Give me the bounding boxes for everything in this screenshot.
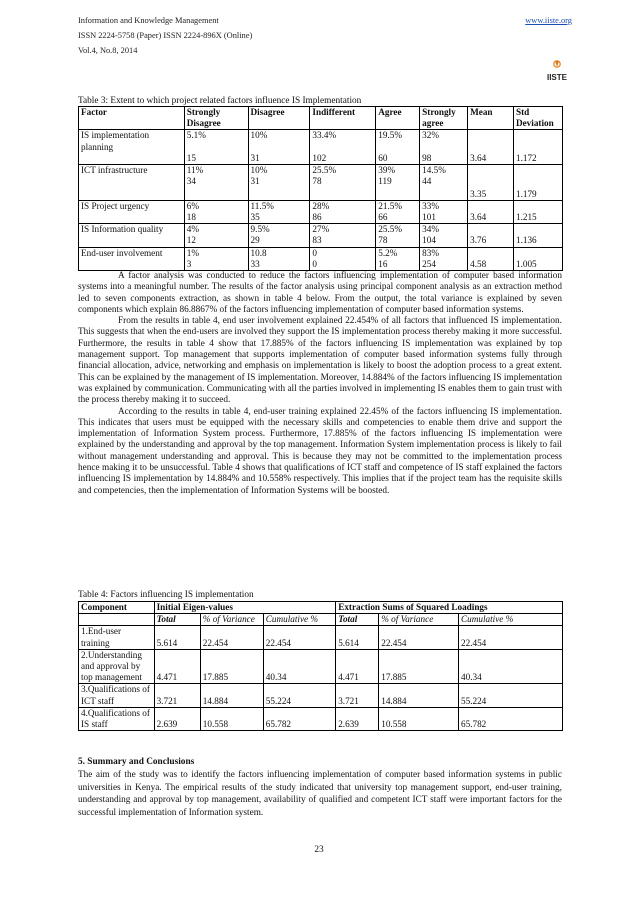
paragraph: The aim of the study was to identify the factors influencing implementation of computer based information systems in public universities in Kenya. The empirical results of the study indicated that university top management support, end-user training, understanding and approval by top management, availability of qualified and competent ICT staff were important factors for the successful implementation of Information system. <box>78 770 562 818</box>
table3-cell <box>310 164 376 200</box>
table4-value-cell: 5.614 <box>154 626 200 649</box>
table3-cell <box>420 224 468 247</box>
table4-subheader: Cumulative % <box>459 614 563 626</box>
table3-cell <box>248 200 310 223</box>
table3-factor-cell: IS Project urgency <box>79 200 185 223</box>
count-value: 33 <box>250 258 260 269</box>
count-value: 12 <box>186 235 196 246</box>
table4-value-cell: 10.558 <box>379 707 459 730</box>
table3-cell <box>376 247 420 270</box>
percent-value: 11.5% <box>250 200 274 211</box>
table4-value-cell: 40.34 <box>459 649 563 684</box>
percent-value: 9.5% <box>250 224 270 235</box>
table3-std-cell: 1.172 <box>513 130 562 164</box>
table4-row <box>79 649 563 684</box>
table3-caption: Table 3: Extent to which project related factors influence IS Implementation <box>78 96 362 106</box>
table3-header: Disagree <box>248 107 310 130</box>
table4-subheader: % of Variance <box>379 614 459 626</box>
table3-cell <box>248 247 310 270</box>
table4-value-cell: 55.224 <box>459 684 563 707</box>
count-value: 31 <box>250 152 260 163</box>
percent-value: 83% <box>422 247 439 258</box>
table4-subheader: % of Variance <box>200 614 263 626</box>
table4-subheader: Total <box>336 614 379 626</box>
percent-value: 39% <box>378 164 396 175</box>
table3-header: Strongly agree <box>420 107 468 130</box>
table4-value-cell: 55.224 <box>263 684 335 707</box>
table3-factor-cell: IS Information quality <box>79 224 185 247</box>
percent-value: 5.1% <box>186 130 206 141</box>
percent-value: 11% <box>186 164 204 175</box>
table3-cell <box>184 130 248 164</box>
percent-value: 10% <box>250 164 268 175</box>
table4-value-cell: 65.782 <box>263 707 335 730</box>
table3-header: Indifferent <box>310 107 376 130</box>
table3-std-cell: 1.179 <box>513 164 562 200</box>
percent-value: 21.5% <box>378 200 402 211</box>
table3-std-cell: 1.136 <box>513 224 562 247</box>
table3-header: Factor <box>79 107 185 130</box>
table4-header-row <box>79 602 563 614</box>
count-value: 102 <box>312 152 327 163</box>
percent-value: 1% <box>186 247 199 258</box>
table3-header: Agree <box>376 107 420 130</box>
count-value: 35 <box>250 212 260 223</box>
percent-value: 33% <box>422 200 439 211</box>
table4-value-cell: 14.884 <box>200 684 263 707</box>
table3-cell <box>310 224 376 247</box>
table3-std-cell: 1.215 <box>513 200 562 223</box>
paragraph: From the results in table 4, end user involvement explained 22.454% of all factors that influenced IS implementation. This suggests that when the end-users are involved they support the IS implementation process thereby making it more successful. Furthermore, the results in table 4 show that 17.885% of the factors influencing IS implementation was explained by top management support. Top management that supports implementation of computer based information systems fully through financial allocation, advice, networking and emphasis on implementation is likely to boost the adoption process to a great extent. This can be explained by the management of IS implementation. Moreover, 14.884% of the factors influencing IS implementation was explained by communication. Communicating with all the parties involved in implementing IS enables them to gain trust with the process thereby making it to succeed. <box>78 316 562 406</box>
table4-component-cell: 2.Understanding and approval by top management <box>79 649 155 684</box>
count-value: 44 <box>422 176 432 187</box>
table4-value-cell: 65.782 <box>459 707 563 730</box>
count-value: 16 <box>378 258 388 269</box>
percent-value: 6% <box>186 200 199 211</box>
body-text <box>78 271 562 497</box>
table4-value-cell: 3.721 <box>154 684 200 707</box>
percent-value: 33.4% <box>312 130 337 141</box>
table4-value-cell: 17.885 <box>200 649 263 684</box>
table3-cell <box>310 130 376 164</box>
percent-value: 14.5% <box>422 164 446 175</box>
table4-caption: Table 4: Factors influencing IS implementation <box>78 590 254 600</box>
table4-component-cell: 4.Qualifications of IS staff <box>79 707 155 730</box>
table3-cell <box>420 247 468 270</box>
table4-row <box>79 684 563 707</box>
count-value: 101 <box>422 212 436 223</box>
percent-value: 5.2% <box>378 247 398 258</box>
table3-mean-cell: 3.64 <box>468 200 514 223</box>
count-value: 78 <box>378 235 388 246</box>
volume-line: Vol.4, No.8, 2014 <box>78 46 138 55</box>
table3-cell <box>184 200 248 223</box>
table3-mean-cell: 3.76 <box>468 224 514 247</box>
table4-value-cell: 4.471 <box>154 649 200 684</box>
table3-cell <box>420 164 468 200</box>
percent-value: 25.5% <box>312 164 337 175</box>
percent-value: 32% <box>422 130 439 141</box>
table4-value-cell: 22.454 <box>200 626 263 649</box>
table3-cell <box>420 200 468 223</box>
table3-cell <box>376 224 420 247</box>
table4-value-cell: 22.454 <box>459 626 563 649</box>
journal-title: Information and Knowledge Management <box>78 16 219 25</box>
count-value: 34 <box>186 176 196 187</box>
journal-url-link[interactable]: www.iiste.org <box>525 16 572 25</box>
count-value: 31 <box>250 176 260 187</box>
table3-header: Strongly Disagree <box>184 107 248 130</box>
count-value: 104 <box>422 235 436 246</box>
table4-value-cell: 22.454 <box>379 626 459 649</box>
table3 <box>78 106 563 271</box>
percent-value: 27% <box>312 224 330 235</box>
count-value: 60 <box>378 152 388 163</box>
table4-component-header: Component <box>79 602 155 614</box>
table3-cell <box>310 200 376 223</box>
table3-cell <box>184 224 248 247</box>
table3-factor-cell: IS implementation planning <box>79 130 185 164</box>
section-heading: 5. Summary and Conclusions <box>78 757 195 767</box>
count-value: 119 <box>378 176 392 187</box>
table4-group-header: Initial Eigen-values <box>154 602 336 614</box>
table4-value-cell: 10.558 <box>200 707 263 730</box>
table3-header-row <box>79 107 563 130</box>
table3-mean-cell: 3.64 <box>468 130 514 164</box>
table4-row <box>79 626 563 649</box>
table3-factor-cell: ICT infrastructure <box>79 164 185 200</box>
table3-cell <box>248 164 310 200</box>
count-value: 98 <box>422 152 432 163</box>
table3-mean-cell: 3.35 <box>468 164 514 200</box>
table4-component-cell: 1.End-user training <box>79 626 155 649</box>
table4-subheader-row <box>79 614 563 626</box>
table3-cell <box>376 200 420 223</box>
table4 <box>78 601 563 731</box>
count-value: 18 <box>186 212 196 223</box>
table4-value-cell: 4.471 <box>336 649 379 684</box>
table4-subheader: Cumulative % <box>263 614 335 626</box>
table3-header: Std Deviation <box>513 107 562 130</box>
issn-line: ISSN 2224-5758 (Paper) ISSN 2224-896X (Online) <box>78 31 253 40</box>
table3-cell <box>184 247 248 270</box>
count-value: 83 <box>312 235 322 246</box>
table3-cell <box>184 164 248 200</box>
table4-value-cell: 17.885 <box>379 649 459 684</box>
table4-group-header: Extraction Sums of Squared Loadings <box>336 602 563 614</box>
table4-value-cell: 2.639 <box>336 707 379 730</box>
table3-cell <box>420 130 468 164</box>
table4-value-cell: 5.614 <box>336 626 379 649</box>
table3-factor-cell: End-user involvement <box>79 247 185 270</box>
logo-lettering: IISTE <box>546 73 568 82</box>
table3-mean-cell: 4.58 <box>468 247 514 270</box>
table4-value-cell: 14.884 <box>379 684 459 707</box>
count-value: 254 <box>422 258 436 269</box>
table3-row <box>79 130 563 164</box>
iiste-logo <box>546 60 568 84</box>
section5-text <box>78 769 562 819</box>
count-value: 15 <box>186 152 196 163</box>
percent-value: 0 <box>312 247 317 258</box>
count-value: 3 <box>186 258 192 269</box>
paragraph: A factor analysis was conducted to reduce the factors influencing implementation of computer based information systems into a meaningful number. The results of the factor analysis using principal component analysis as an extraction method led to seven components extraction, as shown in table 4 below. From the output, the total variance is explained by seven components which explain 86.8867% of the factors influencing implementation of computer based information systems. <box>78 271 562 315</box>
table3-cell <box>248 130 310 164</box>
table4-value-cell: 2.639 <box>154 707 200 730</box>
table3-cell <box>310 247 376 270</box>
page-number: 23 <box>314 845 324 855</box>
table3-cell <box>248 224 310 247</box>
count-value: 0 <box>312 258 317 269</box>
percent-value: 28% <box>312 200 330 211</box>
percent-value: 4% <box>186 224 199 235</box>
table4-component-cell: 3.Qualifications of ICT staff <box>79 684 155 707</box>
table4-value-cell: 3.721 <box>336 684 379 707</box>
percent-value: 10.8 <box>250 247 267 258</box>
paragraph: According to the results in table 4, end-user training explained 22.45% of the factors influencing IS implementation. This indicates that users must be equipped with the necessary skills and competencies to enable them drive and support the implementation of Information System process. Furthermore, 17.885% of the factors influencing IS implementation were explained by the understanding and approval by the top management. Information System implementation process is likely to fail without management understanding and approval. This is because they may not be committed to the implementation process hence making it to be unsuccessful. Table 4 shows that qualifications of ICT staff and competence of IS staff explained the factors influencing IS implementation by 14.884% and 10.558% respectively. This implies that if the project team has the requisite skills and competencies, then the implementation of Information Systems will be boosted. <box>78 406 562 496</box>
table3-row <box>79 224 563 247</box>
table3-std-cell: 1.005 <box>513 247 562 270</box>
count-value: 86 <box>312 212 322 223</box>
count-value: 29 <box>250 235 260 246</box>
table4-value-cell: 40.34 <box>263 649 335 684</box>
table3-row <box>79 247 563 270</box>
table3-cell <box>376 130 420 164</box>
table4-subheader: Total <box>154 614 200 626</box>
table3-cell <box>376 164 420 200</box>
count-value: 78 <box>312 176 322 187</box>
table3-header: Mean <box>468 107 514 130</box>
table3-row <box>79 200 563 223</box>
percent-value: 25.5% <box>378 224 402 235</box>
table4-value-cell: 22.454 <box>263 626 335 649</box>
table4-row <box>79 707 563 730</box>
percent-value: 10% <box>250 130 268 141</box>
count-value: 66 <box>378 212 388 223</box>
percent-value: 19.5% <box>378 130 402 141</box>
percent-value: 34% <box>422 224 439 235</box>
table3-row <box>79 164 563 200</box>
